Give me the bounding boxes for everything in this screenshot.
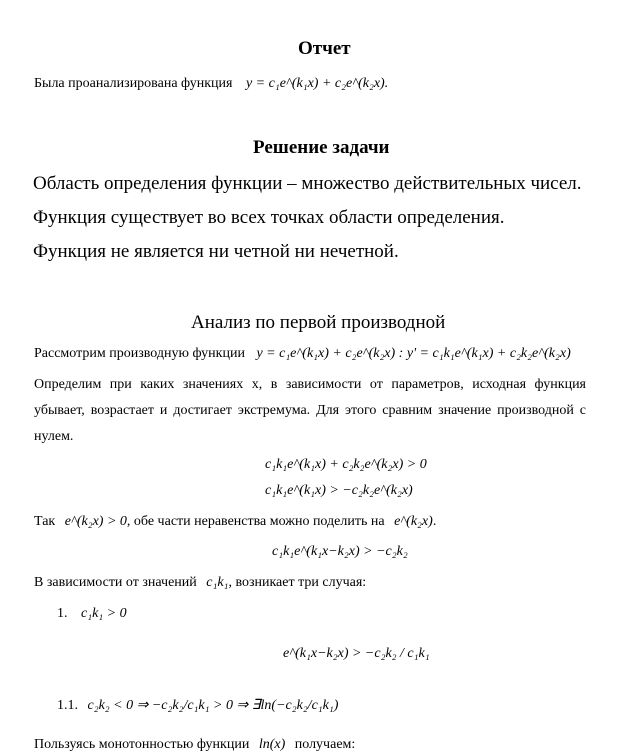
- determine-paragraph-line-1: Определим при каких значениях x, в зависимости от параметров, исходная функция: [34, 377, 586, 392]
- monotone-suffix: получаем:: [294, 737, 356, 752]
- report-title: Отчет: [298, 38, 351, 59]
- case-1-number: 1.: [57, 606, 68, 621]
- determine-paragraph-line-3: нулем.: [34, 429, 74, 444]
- analyzed-function-formula: y = c₁e^(k₁x) + c₂e^(k₂x).: [245, 76, 389, 91]
- inequality-rearranged: c₁k₁e^(k₁x) > −c₂k₂e^(k₂x): [265, 483, 413, 498]
- case-1-formula: c₁k₁ > 0: [81, 606, 127, 621]
- since-mid: , обе части неравенства можно поделить на: [126, 514, 385, 529]
- case-1-line: [57, 606, 127, 622]
- since-formula-divisor: e^(k₂x): [394, 514, 433, 529]
- case-1-inequality: e^(k₁x−k₂x) > −c₂k₂ / c₁k₁: [283, 646, 430, 661]
- since-line: [34, 514, 436, 530]
- inequality-derivative-positive: c₁k₁e^(k₁x) + c₂k₂e^(k₂x) > 0: [265, 457, 427, 472]
- analyzed-label: Была проанализирована функция: [34, 76, 233, 91]
- case-1-1-number: 1.1.: [57, 698, 78, 713]
- monotone-prefix: Пользуясь монотонностью функции: [34, 737, 250, 752]
- monotone-formula: ln(x): [258, 737, 286, 752]
- since-formula: e^(k₂x) > 0: [64, 514, 127, 529]
- consider-label: Рассмотрим производную функции: [34, 346, 245, 361]
- cases-line: [34, 575, 366, 591]
- solution-line-existence: Функция существует во всех точках области определения.: [33, 207, 505, 228]
- case-1-1-formula: c₂k₂ < 0 ⇒ −c₂k₂/c₁k₁ > 0 ⇒ ∃ln(−c₂k₂/c₁k₁): [87, 698, 339, 713]
- cases-formula: c₁k₁: [206, 575, 229, 590]
- since-prefix: Так: [34, 514, 56, 529]
- determine-paragraph-line-2: убывает, возрастает и достигает экстремума. Для этого сравним значение производной с: [34, 403, 586, 418]
- solution-line-domain: Область определения функции – множество действительных чисел.: [33, 173, 582, 194]
- cases-suffix: , возникает три случая:: [228, 575, 367, 590]
- case-1-1-line: [57, 697, 338, 714]
- analyzed-function-line: [34, 76, 388, 92]
- consider-line: [34, 346, 571, 362]
- solution-line-parity: Функция не является ни четной ни нечетной.: [33, 241, 399, 262]
- solution-title: Решение задачи: [253, 137, 390, 158]
- monotone-line: [34, 737, 355, 753]
- inequality-divided: c₁k₁e^(k₁x−k₂x) > −c₂k₂: [272, 544, 408, 559]
- since-end: .: [432, 514, 437, 529]
- derivative-title: Анализ по первой производной: [191, 312, 446, 333]
- consider-formula: y = c₁e^(k₁x) + c₂e^(k₂x) : y' = c₁k₁e^(k₁x) + c₂k₂e^(k₂x): [256, 346, 571, 361]
- cases-prefix: В зависимости от значений: [34, 575, 197, 590]
